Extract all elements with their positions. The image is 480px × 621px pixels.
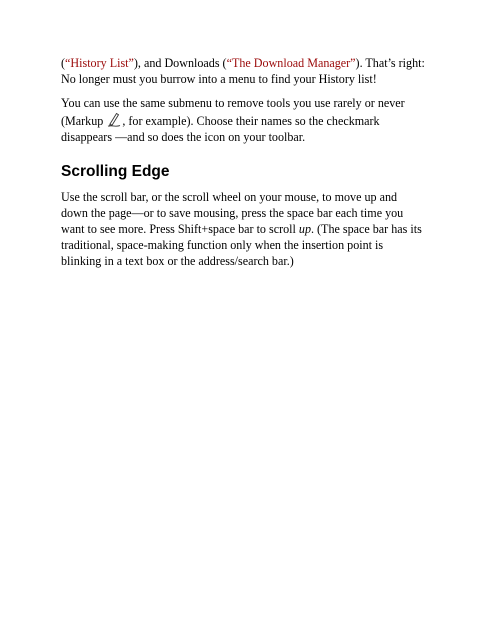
download-manager-link[interactable]: “The Download Manager” <box>226 56 356 70</box>
text-downloads: ), and Downloads ( <box>133 56 227 70</box>
history-list-link[interactable]: “History List” <box>65 56 134 70</box>
text-scrolling-start: Use the scroll bar, or the scroll wheel on your mouse, to move up and down the page—or to save mousing, press the space bar each time you want to see more. Press Shift+space bar to scroll <box>61 190 404 236</box>
text-emphasis-up: up <box>298 222 311 236</box>
text-remove-tools-end: , for example). Choose their names so the checkmark disappears —and so does the icon on your toolbar. <box>61 114 380 144</box>
text-thats-right: ). That’s right: No longer must you burrow into a menu to find your History list! <box>61 56 425 86</box>
text-scrolling-end: . (The space bar has its traditional, space-making function only when the insertion point is blinking in a text box or the address/search bar.) <box>61 222 422 268</box>
document-page <box>61 55 426 277</box>
text-open-paren: ( <box>61 56 66 70</box>
paragraph-remove-tools <box>61 95 426 145</box>
paragraph-history-downloads <box>61 55 426 87</box>
markup-pen-icon <box>106 111 122 127</box>
paragraph-scrolling <box>61 189 426 269</box>
text-remove-tools-start: You can use the same submenu to remove tools you use rarely or never (Markup <box>61 96 405 128</box>
section-heading-scrolling-edge: Scrolling Edge <box>61 163 170 180</box>
